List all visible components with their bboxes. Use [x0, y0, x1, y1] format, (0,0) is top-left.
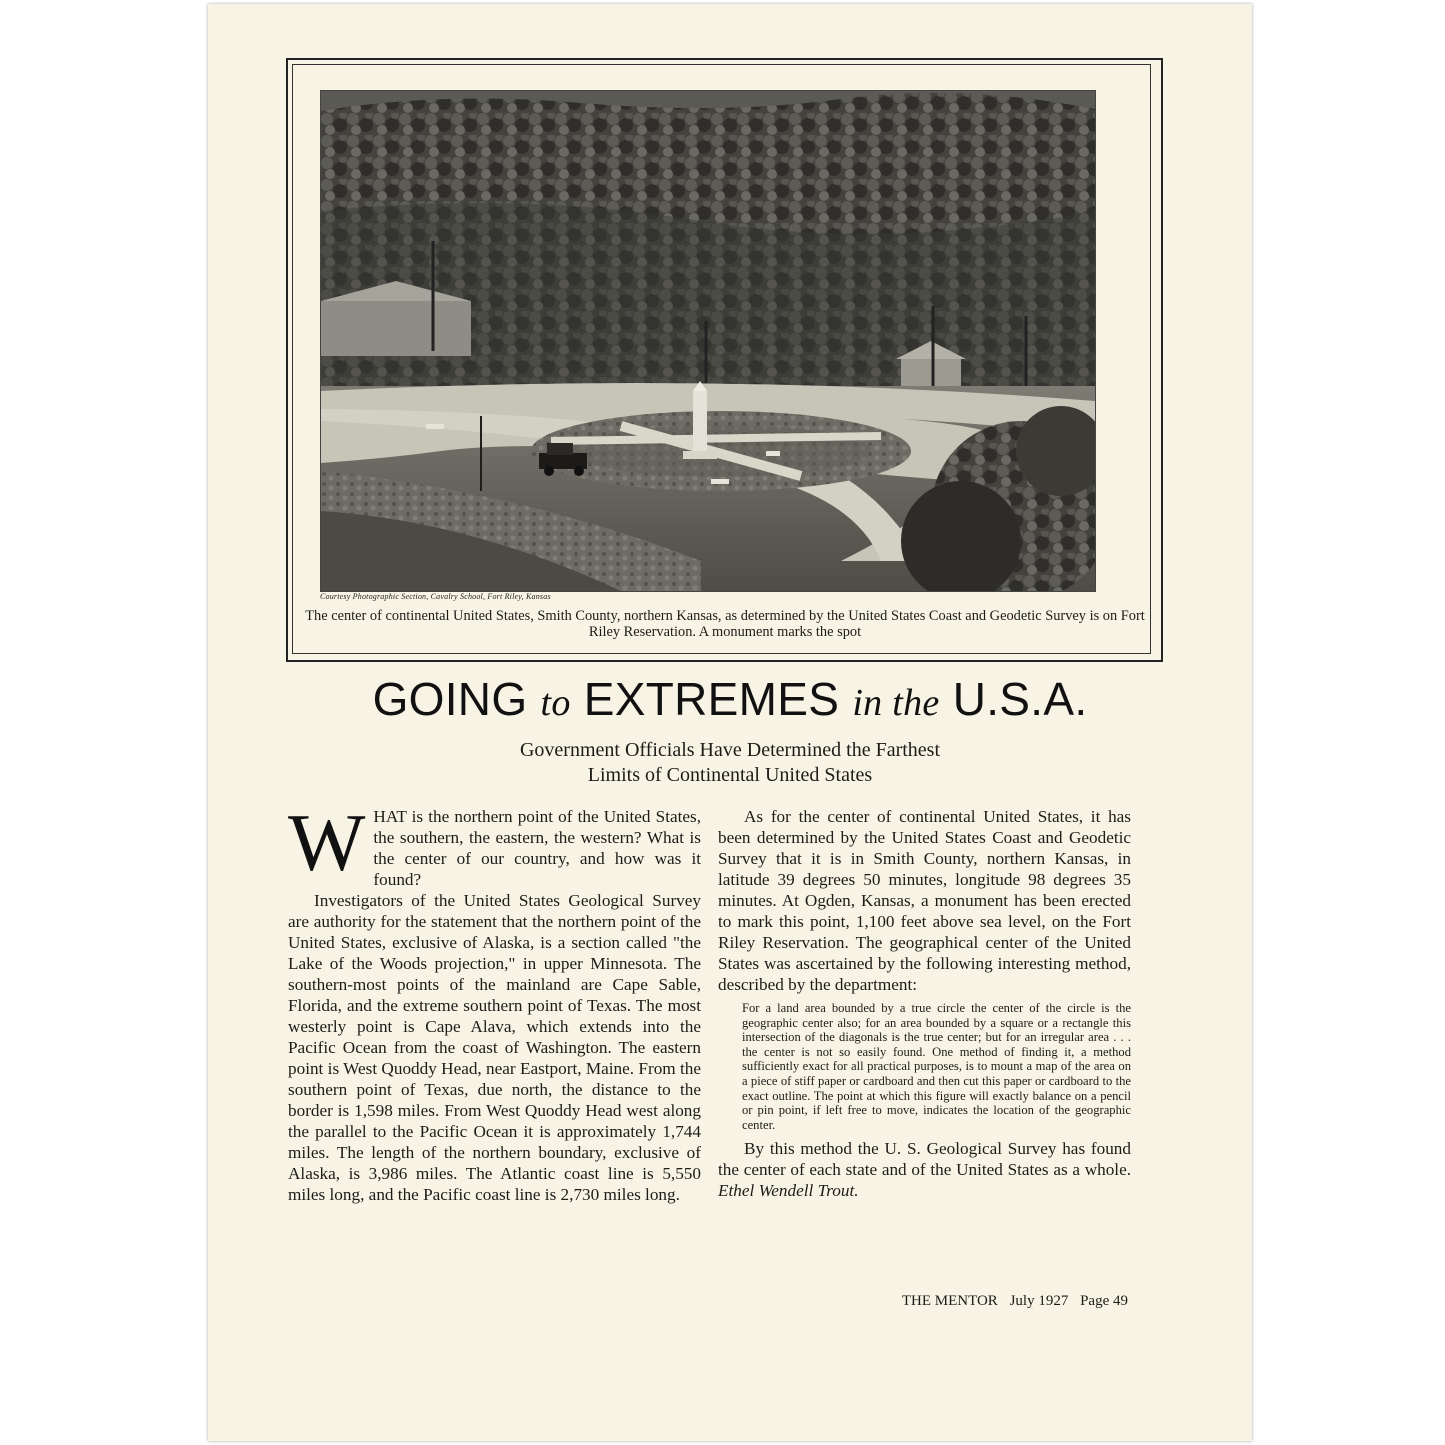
headline-word: GOING — [372, 673, 528, 725]
page-number: Page 49 — [1080, 1293, 1128, 1309]
body-paragraph: Investigators of the United States Geological Survey are authority for the statement that the northern point of the United States, exclusive of Alaska, is a section called "the Lake of the Woods projection," in upper Minnesota. The southern-most points of the mainland are Cape Sable, Florida, and the extreme southern point of Texas. The most westerly point is Cape Alava, which extends into the Pacific Ocean from the coast of Washington. The eastern point is West Quoddy Head, near Eastport, Maine. From the southern point of Texas, due north, the distance to the border is 1,598 miles. From West Quoddy Head west along the parallel to the Pacific Ocean it is approximately 1,744 miles. The length of the northern boundary, exclusive of Alaska, is 3,986 miles. The Atlantic coast line is 5,550 miles long, and the Pacific coast line is 2,730 miles long. — [288, 891, 701, 1204]
article-subtitle — [408, 738, 1052, 788]
photo-caption: The center of continental United States, Smith County, northern Kansas, as determined by the United States Coast and Geodetic Survey is on Fort Riley Reservation. A monument marks the spot — [305, 608, 1145, 640]
monument-landscape-image — [321, 91, 1095, 591]
headline-connector: to — [540, 682, 571, 724]
photo-credit: Courtesy Photographic Section, Cavalry School, Fort Riley, Kansas — [320, 592, 551, 601]
body-paragraph: As for the center of continental United States, it has been determined by the United States Coast and Geodetic Survey that it is in Smith County, northern Kansas, in latitude 39 degrees 50 minutes, longitude 98 degrees 35 minutes. At Ogden, Kansas, a monument has been erected to mark this point, 1,100 feet above sea level, on the Fort Riley Reservation. The geographical center of the United States was ascertained by the following interesting method, described by the department: — [718, 807, 1131, 994]
issue-date: July 1927 — [1009, 1293, 1069, 1309]
left-column — [288, 797, 701, 1205]
block-quote: For a land area bounded by a true circle the center of the circle is the geographic center also; for an area bounded by a square or a rectangle this intersection of the diagonals is the true center; but for an irregular area . . . the center is not so easily found. One method of finding it, a method sufficiently exact for all practical purposes, is to mount a map of the area on a piece of stiff paper or cardboard and then cut this paper or cardboard to the exact outline. The point at which this figure will exactly balance on a pencil or pin point, if left free to move, indicates the location of the geographic center. — [742, 1001, 1131, 1132]
author-byline: Ethel Wendell Trout. — [718, 1181, 859, 1201]
subtitle-line: Government Officials Have Determined the Farthest — [519, 739, 941, 761]
right-column — [718, 806, 1131, 1201]
headline-word: EXTREMES — [583, 673, 840, 725]
headline-word: U.S.A. — [952, 673, 1088, 725]
opening-text: HAT is the northern point of the United States, the southern, the eastern, the western? What is the center of our country, and how was it found? — [373, 807, 701, 889]
page-footer — [788, 1293, 1128, 1310]
headline-connector: in the — [852, 682, 940, 724]
monument-photograph — [320, 90, 1096, 592]
article-headline — [208, 672, 1252, 726]
closing-text: By this method the U. S. Geological Survey has found the center of each state and of the United States as a whole. — [718, 1139, 1131, 1180]
drop-cap: W — [288, 797, 366, 888]
subtitle-line: Limits of Continental United States — [587, 764, 873, 786]
magazine-name: THE MENTOR — [901, 1293, 998, 1309]
closing-paragraph — [718, 1138, 1131, 1201]
opening-paragraph — [288, 797, 701, 890]
magazine-page — [208, 4, 1252, 1441]
